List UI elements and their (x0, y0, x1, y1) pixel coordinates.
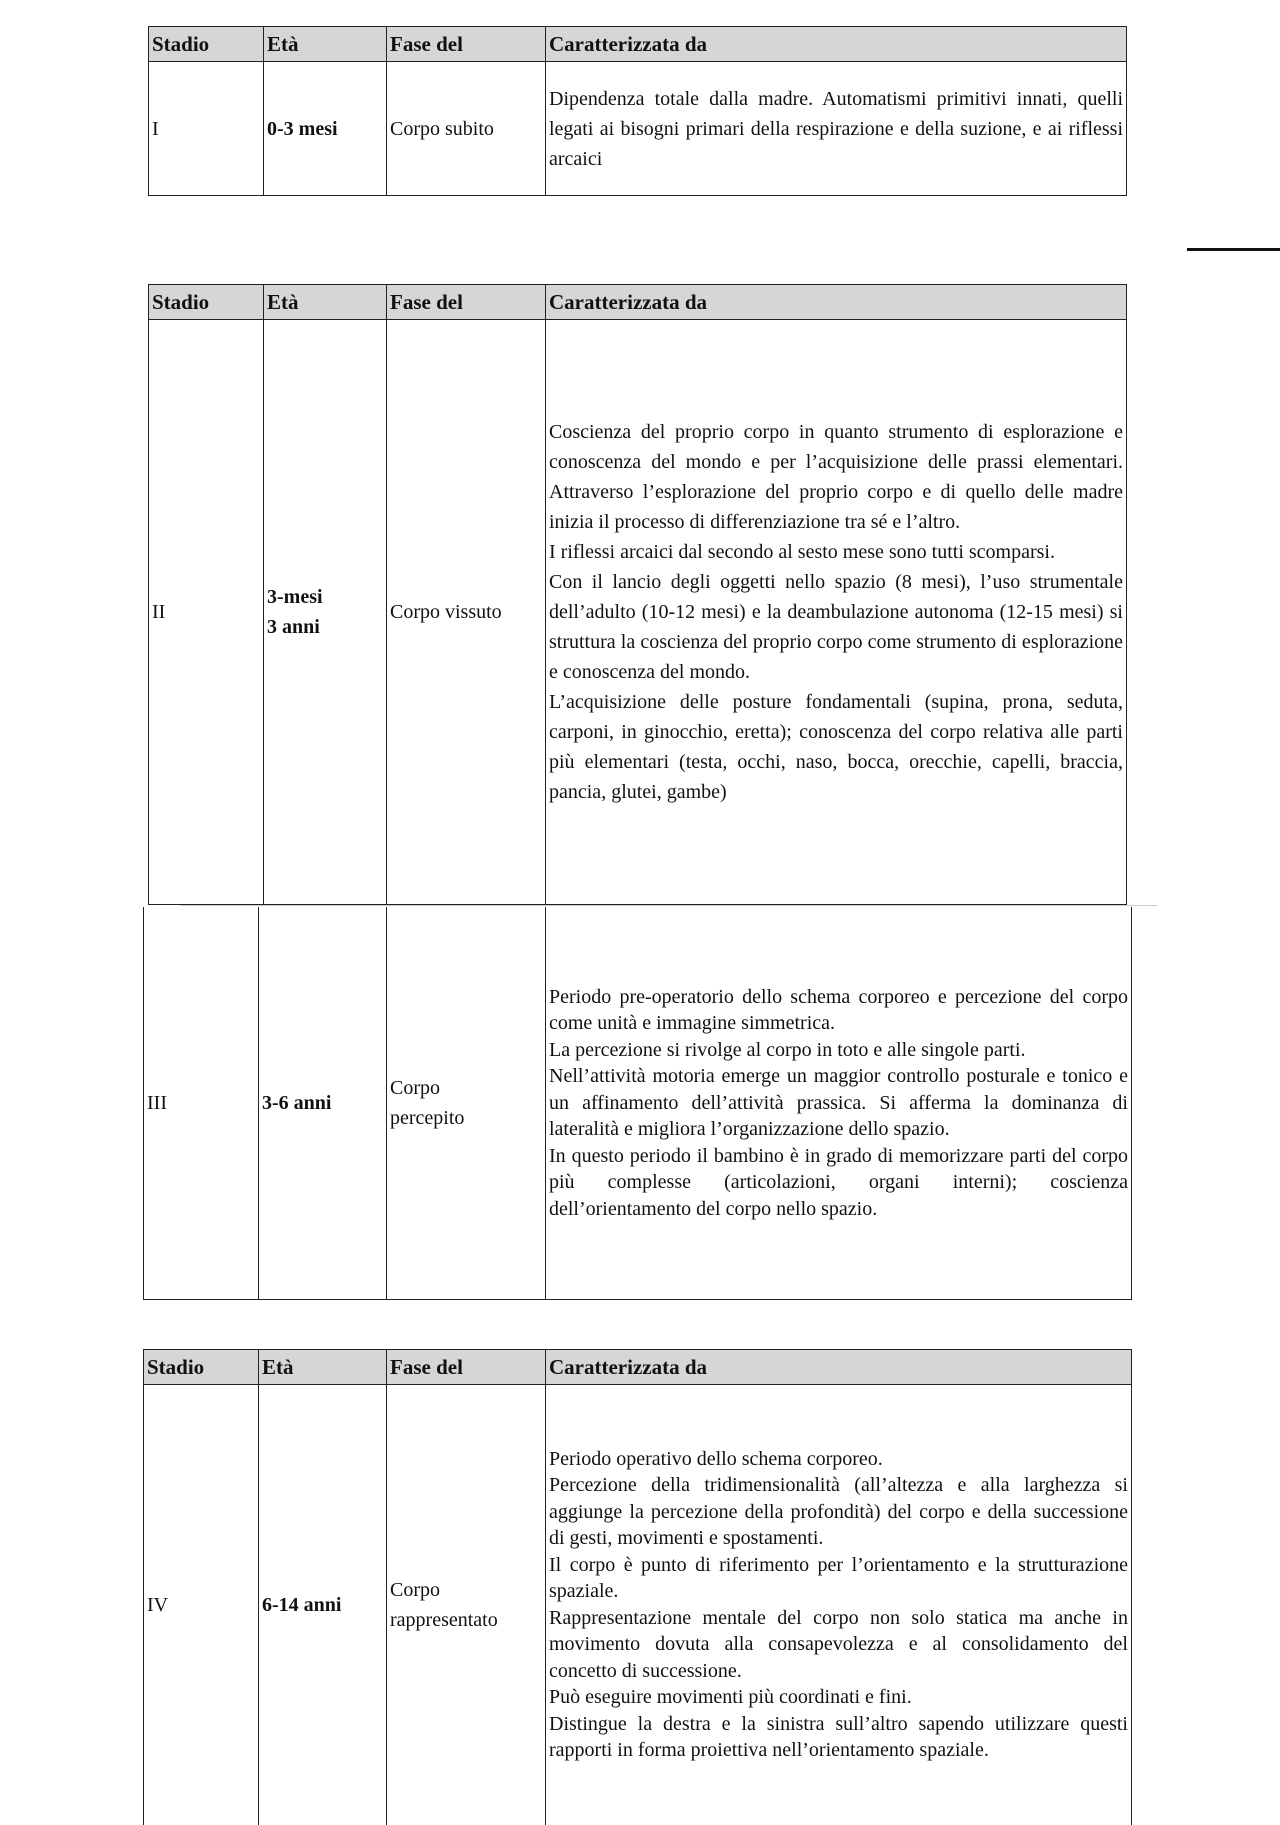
header-eta: Età (264, 285, 387, 320)
stage-table-4 (143, 1349, 1132, 1825)
descrizione-paragraph: Dipendenza totale dalla madre. Automatismi primitivi innati, quelli legati ai bisogni primari della respirazione e della suzione, e ai riflessi arcaici (549, 87, 1123, 170)
descrizione-paragraph: Rappresentazione mentale del corpo non solo statica ma anche in movimento dovuta alla consapevolezza e al consolidamento del concetto di successione. (549, 1606, 1128, 1682)
stadio-cell: I (149, 62, 264, 196)
descrizione-paragraph: Periodo operativo dello schema corporeo. (549, 1447, 883, 1470)
stage-table-1 (148, 26, 1127, 196)
descrizione-paragraph: Periodo pre-operatorio dello schema corporeo e percezione del corpo come unità e immagine simmetrica. (549, 985, 1128, 1034)
descrizione-paragraph: Il corpo è punto di riferimento per l’orientamento e la strutturazione spaziale. (549, 1553, 1128, 1603)
fase-cell: Corpo percepito (387, 907, 546, 1299)
fase-cell: Corpo subito (387, 62, 546, 196)
fase-cell: Corpo vissuto (387, 320, 546, 905)
eta-cell: 3-6 anni (259, 907, 387, 1299)
page-break-line (180, 905, 1157, 906)
descrizione-cell (546, 907, 1132, 1299)
table-header-row (149, 27, 1127, 62)
descrizione-paragraph: Può eseguire movimenti più coordinati e fini. (549, 1686, 912, 1709)
fase-cell: Corpo rappresentato (387, 1385, 546, 1825)
header-eta: Età (259, 1350, 387, 1385)
eta-cell: 0-3 mesi (264, 62, 387, 196)
eta-cell: 6-14 anni (259, 1385, 387, 1825)
header-fase: Fase del (387, 285, 546, 320)
descrizione-paragraph: Nell’attività motoria emerge un maggior controllo posturale e tonico e un affinamento dell’attività prassica. Si afferma la dominanza di lateralità e migliora l’organizzazione dello spazio. (549, 1065, 1128, 1140)
table-row (144, 907, 1132, 1299)
table-header-row (144, 1350, 1132, 1385)
descrizione-cell (546, 320, 1127, 905)
header-fase: Fase del (387, 27, 546, 62)
stage-table-3 (143, 907, 1132, 1300)
table-row (149, 320, 1127, 905)
descrizione-paragraph: Coscienza del proprio corpo in quanto strumento di esplorazione e conoscenza del mondo e per l’acquisizione delle prassi elementari. Attraverso l’esplorazione del proprio corpo e di quello delle madre inizia il processo di differenziazione tra sé e l’altro. (549, 421, 1123, 533)
header-fase: Fase del (387, 1350, 546, 1385)
stage-table-2 (148, 284, 1127, 905)
header-descrizione: Caratterizzata da (546, 285, 1127, 320)
eta-cell: 3-mesi 3 anni (264, 320, 387, 905)
descrizione-paragraph: Con il lancio degli oggetti nello spazio (8 mesi), l’uso strumentale dell’adulto (10-12 mesi) e la deambulazione autonoma (12-15 mesi) si struttura la coscienza del proprio corpo come strumento di esplorazione e conoscenza del mondo. (549, 571, 1123, 683)
table-row (144, 1385, 1132, 1825)
table-header-row (149, 285, 1127, 320)
stadio-cell: III (144, 907, 259, 1299)
header-stadio: Stadio (149, 27, 264, 62)
descrizione-cell (546, 1385, 1132, 1825)
descrizione-paragraph: L’acquisizione delle posture fondamentali (supina, prona, seduta, carponi, in ginocchio, eretta); conoscenza del corpo relativa alle parti più elementari (testa, occhi, naso, bocca, orecchie, capelli, braccia, pancia, glutei, gambe) (549, 691, 1123, 803)
descrizione-paragraph: In questo periodo il bambino è in grado di memorizzare parti del corpo più complesse (articolazioni, organi interni); coscienza dell’orientamento del corpo nello spazio. (549, 1144, 1128, 1220)
descrizione-paragraph: I riflessi arcaici dal secondo al sesto mese sono tutti scomparsi. (549, 541, 1055, 563)
table-row (149, 62, 1127, 196)
stadio-cell: IV (144, 1385, 259, 1825)
descrizione-paragraph: La percezione si rivolge al corpo in toto e alle singole parti. (549, 1038, 1026, 1061)
header-descrizione: Caratterizzata da (546, 1350, 1132, 1385)
header-eta: Età (264, 27, 387, 62)
descrizione-paragraph: Distingue la destra e la sinistra sull’altro sapendo utilizzare questi rapporti in forma proiettiva nell’orientamento spaziale. (549, 1712, 1128, 1762)
header-stadio: Stadio (149, 285, 264, 320)
margin-rule (1187, 248, 1280, 251)
descrizione-paragraph: Percezione della tridimensionalità (all’altezza e alla larghezza si aggiunge la percezione della profondità) del corpo e della successione di gesti, movimenti e spostamenti. (549, 1474, 1128, 1550)
stadio-cell: II (149, 320, 264, 905)
descrizione-cell (546, 62, 1127, 196)
header-descrizione: Caratterizzata da (546, 27, 1127, 62)
header-stadio: Stadio (144, 1350, 259, 1385)
